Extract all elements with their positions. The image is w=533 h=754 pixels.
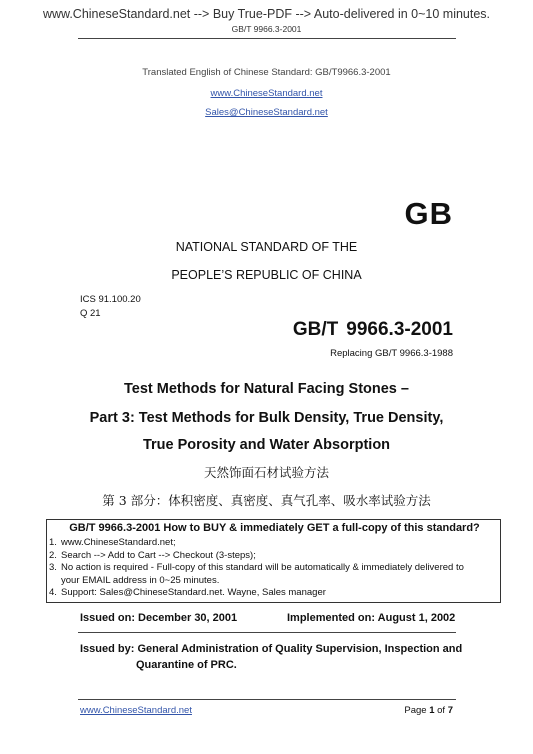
gb-logo: GB <box>404 196 453 231</box>
implemented-on-date: Implemented on: August 1, 2002 <box>287 612 456 624</box>
header-divider <box>78 38 456 39</box>
title-line3: True Porosity and Water Absorption <box>142 437 391 453</box>
translation-note: Translated English of Chinese Standard: GB/T9966.3-2001 <box>142 67 391 78</box>
issuer-line1: Issued by: General Administration of Quality Supervision, Inspection and <box>80 643 463 655</box>
buy-step-text: No action is required - Full-copy of this standard will be automatically & immediately delivered to <box>61 562 464 574</box>
buy-step-text: Support: Sales@ChineseStandard.net. Wayne, Sales manager <box>61 587 326 599</box>
replacing-note: Replacing GB/T 9966.3-1988 <box>330 348 453 359</box>
buy-box-title: GB/T 9966.3-2001 How to BUY & immediately GET a full-copy of this standard? <box>69 522 480 534</box>
issuer-line2: Quarantine of PRC. <box>136 659 237 671</box>
buy-step-continued <box>49 575 500 588</box>
buy-step: 3. No action is required - Full-copy of this standard will be automatically & immediately delivered to <box>49 562 464 574</box>
title-line2: Part 3: Test Methods for Bulk Density, True Density, <box>89 410 444 426</box>
footer-divider <box>78 699 456 700</box>
buy-step: 2. Search --> Add to Cart --> Checkout (3-steps); <box>49 549 256 561</box>
chinese-title-line2: 第 3 部分：体积密度、真密度、真气孔率、吸水率试验方法 <box>102 493 431 508</box>
total-pages: 7 <box>447 705 453 716</box>
issued-on-date: Issued on: December 30, 2001 <box>80 612 238 624</box>
header-standard-code: GB/T 9966.3-2001 <box>231 24 302 34</box>
buy-step-text: Search --> Add to Cart --> Checkout (3-steps); <box>61 549 256 561</box>
top-banner: www.ChineseStandard.net --> Buy True-PDF --> Auto-delivered in 0~10 minutes. <box>42 7 491 21</box>
website-link[interactable]: www.ChineseStandard.net <box>210 88 323 99</box>
dates-divider <box>78 632 456 633</box>
standard-prefix: GB/T <box>292 319 339 340</box>
buy-step: 4. Support: Sales@ChineseStandard.net. Wayne, Sales manager <box>49 587 326 599</box>
q-code: Q 21 <box>80 308 101 319</box>
footer-website-link[interactable]: www.ChineseStandard.net <box>80 705 192 716</box>
national-standard-line1: NATIONAL STANDARD OF THE <box>175 240 358 254</box>
standard-code: 9966.3-2001 <box>346 319 453 340</box>
email-link[interactable]: Sales@ChineseStandard.net <box>205 107 328 118</box>
standard-number <box>293 319 453 341</box>
buy-step-text[interactable]: www.ChineseStandard.net; <box>61 537 176 548</box>
ics-code: ICS 91.100.20 <box>80 294 141 305</box>
page-indicator: Page 1 of 7 <box>404 705 453 716</box>
buy-info-box <box>46 519 501 603</box>
title-line1: Test Methods for Natural Facing Stones – <box>124 381 409 397</box>
current-page: 1 <box>429 705 435 716</box>
buy-step-text: your EMAIL address in 0~25 minutes. <box>61 574 220 586</box>
chinese-title-line1: 天然饰面石材试验方法 <box>203 465 329 480</box>
national-standard-line2: PEOPLE’S REPUBLIC OF CHINA <box>171 268 362 282</box>
buy-step: 1. www.ChineseStandard.net; <box>49 537 176 548</box>
